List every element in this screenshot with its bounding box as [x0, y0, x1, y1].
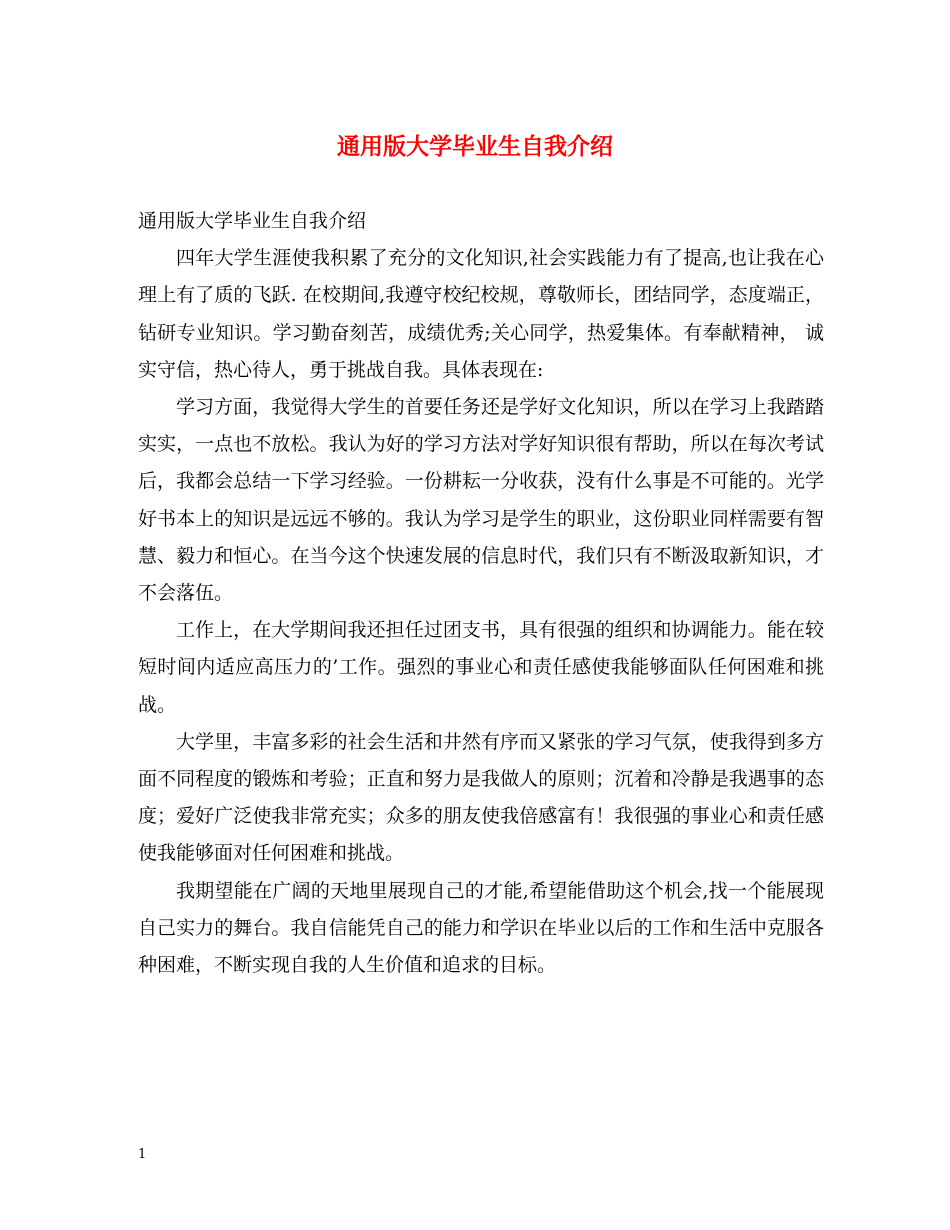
paragraph-college-life: 大学里，丰富多彩的社会生活和井然有序而又紧张的学习气氛，使我得到多方面不同程度的锻炼和考验；正直和努力是我做人的原则；沉着和冷静是我遇事的态度；爱好广泛使我非常充实；众多的朋友使我倍感富有！我很强的事业心和责任感使我能够面对任何困难和挑战。 [138, 730, 824, 865]
document-subtitle: 通用版大学毕业生自我介绍 [138, 210, 367, 232]
document-body [138, 203, 824, 984]
paragraph-aspiration: 我期望能在广阔的天地里展现自己的才能,希望能借助这个机会,找一个能展现自己实力的舞台。我自信能凭自己的能力和学识在毕业以后的工作和生活中克服各种困难，不断实现自我的人生价值和追求的目标。 [138, 879, 824, 977]
page-title: 通用版大学毕业生自我介绍 [337, 134, 613, 160]
paragraph-work: 工作上，在大学期间我还担任过团支书，具有很强的组织和协调能力。能在较短时间内适应高压力的’工作。强烈的事业心和责任感使我能够面队任何困难和挑战。 [138, 619, 824, 716]
paragraph-intro: 四年大学生涯使我积累了充分的文化知识,社会实践能力有了提高,也让我在心理上有了质的飞跃. 在校期间,我遵守校纪校规，尊敬师长，团结同学，态度端正，钻研专业知识。学习勤奋刻苦，成绩优秀;关心同学，热爱集体。有奉献精神， 诚实守信，热心待人，勇于挑战自我。具体表现在: [138, 247, 824, 381]
page-number: 1 [138, 1147, 147, 1162]
paragraph-study: 学习方面，我觉得大学生的首要任务还是学好文化知识，所以在学习上我踏踏实实，一点也不放松。我认为好的学习方法对学好知识很有帮助，所以在每次考试后，我都会总结一下学习经验。一份耕耘一分收获，没有什么事是不可能的。光学好书本上的知识是远远不够的。我认为学习是学生的职业，这份职业同样需要有智慧、毅力和恒心。在当今这个快速发展的信息时代，我们只有不断汲取新知识，才不会落伍。 [138, 396, 824, 605]
